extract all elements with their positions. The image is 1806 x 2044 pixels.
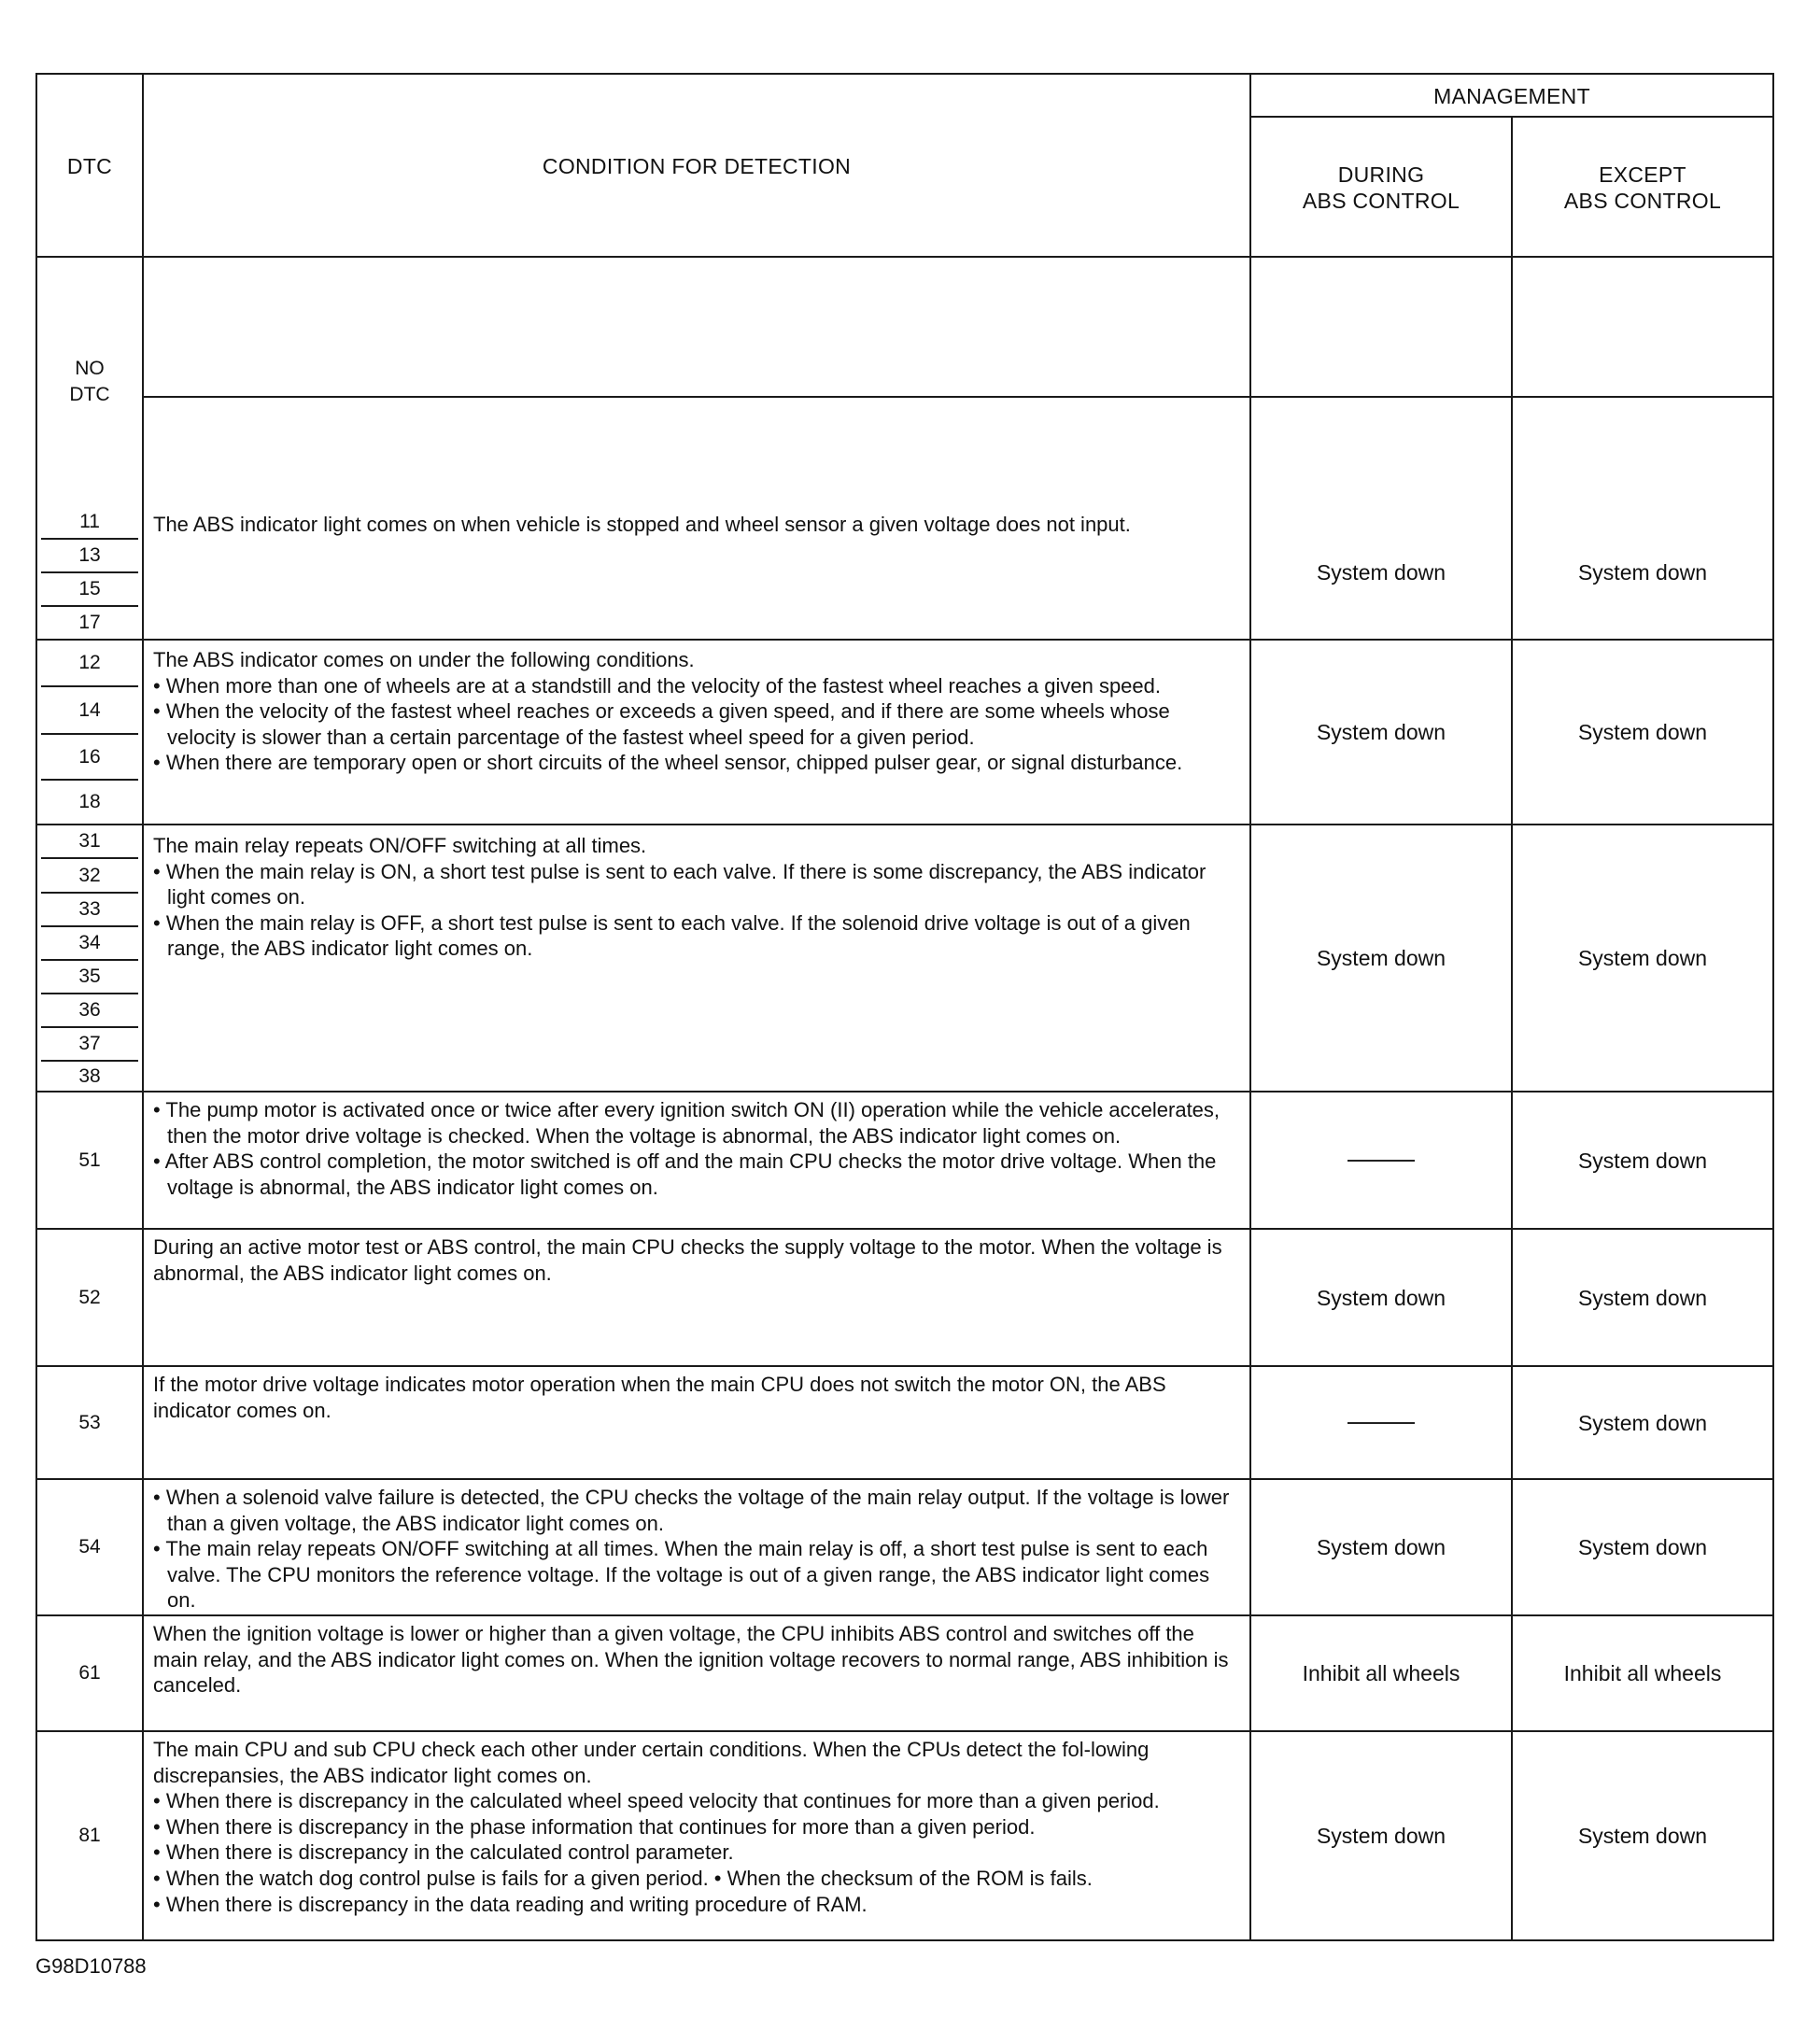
condition-text — [153, 1621, 1238, 1699]
header-management: MANAGEMENT — [1433, 84, 1590, 108]
condition-text — [153, 1485, 1238, 1614]
condition-text — [153, 833, 1238, 962]
header-except-line2: ABS CONTROL — [1563, 189, 1722, 213]
dtc-code: 32 — [78, 864, 101, 886]
no-dtc-divider — [142, 396, 1774, 398]
dtc-code: 18 — [78, 791, 101, 812]
condition-bullet: • The main relay repeats ON/OFF switching at all times. When the main relay is off, a short test pulse is sent to each valve. The CPU monitors the reference voltage. If the voltage is out of a given range, the ABS indicator light comes on. — [153, 1537, 1210, 1613]
dtc-code: 11 — [79, 511, 100, 532]
condition-paragraph: The main CPU and sub CPU check each other under certain conditions. When the CPUs detect the fol-lowing discrepansies, the ABS indicator light comes on. — [153, 1738, 1150, 1787]
condition-bullet: • When more than one of wheels are at a standstill and the velocity of the fastest wheel reaches a given speed. — [153, 673, 1161, 698]
condition-bullet: • The pump motor is activated once or twice after every ignition switch ON (II) operation while the vehicle accelerates, then the motor drive voltage is checked. When the voltage is abnormal, the ABS indicator light comes on. — [153, 1098, 1220, 1148]
condition-bullet: • When there are temporary open or short circuits of the wheel sensor, chipped pulser gear, or signal disturbance. — [153, 751, 1183, 775]
dtc-code: 34 — [78, 932, 101, 953]
condition-bullet: • When the velocity of the fastest wheel reaches or exceeds a given speed, and if there are some wheels whose velocity is slower than a certain parcentage of the fastest wheel speed for a given period. — [153, 699, 1170, 749]
condition-bullet: • When there is discrepancy in the calculated wheel speed velocity that continues for more than a given period. — [153, 1789, 1160, 1813]
dtc-code: 31 — [78, 830, 101, 852]
dtc-code: 54 — [78, 1536, 101, 1558]
dtc-code: 52 — [78, 1286, 101, 1308]
header-during-abs-control — [1251, 118, 1511, 258]
during-abs-control-value — [1251, 1367, 1511, 1478]
condition-paragraph: During an active motor test or ABS control, the main CPU checks the supply voltage to the motor. When the voltage is abnormal, the ABS indicator light comes on. — [153, 1235, 1222, 1285]
dtc-code: 17 — [78, 612, 101, 633]
condition-bullet: • When a solenoid valve failure is detected, the CPU checks the voltage of the main relay output. If the voltage is lower than a given voltage, the ABS indicator light comes on. — [153, 1486, 1230, 1535]
during-abs-control-value: Inhibit all wheels — [1302, 1661, 1460, 1685]
dtc-code: 53 — [78, 1411, 101, 1433]
condition-text — [153, 1234, 1238, 1286]
except-abs-control-value: System down — [1577, 560, 1708, 585]
condition-text — [153, 647, 1238, 776]
dtc-code: 14 — [78, 698, 101, 721]
dtc-code: 13 — [78, 544, 101, 566]
header-during-line1: DURING — [1337, 162, 1425, 187]
condition-text — [153, 1737, 1238, 1917]
condition-text — [153, 512, 1238, 538]
no-dtc-line2: DTC — [69, 384, 110, 405]
not-applicable-dash — [1347, 1160, 1415, 1162]
dtc-column-divider — [142, 73, 144, 1941]
header-except-line1: EXCEPT — [1599, 162, 1686, 187]
except-abs-control-value: System down — [1577, 1535, 1708, 1559]
dtc-code: 15 — [78, 578, 101, 599]
no-dtc-line1: NO — [75, 358, 105, 379]
condition-bullet: • When the main relay is OFF, a short test pulse is sent to each valve. If the solenoid drive voltage is out of a given range, the ABS indicator light comes on. — [153, 910, 1191, 961]
condition-paragraph: The ABS indicator comes on under the following conditions. — [153, 648, 695, 671]
condition-text — [153, 1372, 1238, 1423]
except-abs-control-value: Inhibit all wheels — [1563, 1661, 1722, 1685]
during-abs-control-value: System down — [1316, 946, 1446, 970]
during-abs-control-value: System down — [1316, 1535, 1446, 1559]
dtc-code: 33 — [78, 898, 101, 920]
header-condition: CONDITION FOR DETECTION — [542, 154, 852, 178]
no-dtc-label — [37, 258, 142, 506]
dtc-code: 12 — [78, 652, 101, 673]
table-right-border — [1772, 73, 1774, 1941]
dtc-code: 61 — [78, 1662, 101, 1684]
condition-bullet: • When the main relay is ON, a short test pulse is sent to each valve. If there is some discrepancy, the ABS indicator light comes on. — [153, 859, 1206, 909]
header-dtc: DTC — [66, 154, 113, 178]
except-abs-control-value: System down — [1577, 1148, 1708, 1173]
condition-paragraph: The main relay repeats ON/OFF switching at all times. — [153, 834, 647, 857]
during-abs-control-value: System down — [1316, 1285, 1446, 1310]
dtc-code: 37 — [78, 1033, 101, 1054]
during-abs-control-value: System down — [1316, 560, 1446, 585]
dtc-code: 81 — [78, 1825, 101, 1846]
dtc-code: 38 — [78, 1064, 101, 1087]
dtc-code: 51 — [78, 1149, 101, 1171]
figure-code: G98D10788 — [35, 1954, 147, 1978]
header-during-line2: ABS CONTROL — [1302, 189, 1460, 213]
dtc-code: 36 — [78, 999, 101, 1021]
except-abs-control-value: System down — [1577, 1410, 1708, 1435]
header-except-abs-control — [1513, 118, 1772, 258]
condition-bullet: • After ABS control completion, the motor switched is off and the main CPU checks the motor drive voltage. When the voltage is abnormal, the ABS indicator light comes on. — [153, 1149, 1217, 1199]
during-abs-control-value: System down — [1316, 1824, 1446, 1848]
dtc-code: 16 — [78, 745, 101, 768]
dtc-code: 35 — [78, 966, 101, 987]
condition-bullet: • When the watch dog control pulse is fails for a given period. • When the checksum of the ROM is fails. — [153, 1866, 1093, 1890]
row-divider — [35, 1939, 1774, 1941]
condition-bullet: • When there is discrepancy in the data reading and writing procedure of RAM. — [153, 1892, 868, 1916]
except-abs-control-value: System down — [1577, 946, 1708, 970]
condition-paragraph: If the motor drive voltage indicates motor operation when the main CPU does not switch the motor ON, the ABS indicator comes on. — [153, 1373, 1166, 1422]
condition-bullet: • When there is discrepancy in the phase information that continues for more than a given period. — [153, 1814, 1036, 1839]
not-applicable-dash — [1347, 1422, 1415, 1424]
except-abs-control-value: System down — [1577, 720, 1708, 744]
during-abs-control-value: System down — [1316, 720, 1446, 744]
except-abs-control-value: System down — [1577, 1285, 1708, 1310]
except-abs-control-value: System down — [1577, 1824, 1708, 1848]
condition-bullet: • When there is discrepancy in the calculated control parameter. — [153, 1840, 734, 1865]
condition-text — [153, 1097, 1238, 1200]
condition-paragraph: The ABS indicator light comes on when vehicle is stopped and wheel sensor a given voltage does not input. — [153, 513, 1131, 536]
condition-paragraph: When the ignition voltage is lower or higher than a given voltage, the CPU inhibits ABS control and switches off the main relay, and the ABS indicator light comes on. When the ignition voltage recovers to normal range, ABS inhibition is canceled. — [153, 1622, 1229, 1698]
during-abs-control-value — [1251, 1092, 1511, 1228]
